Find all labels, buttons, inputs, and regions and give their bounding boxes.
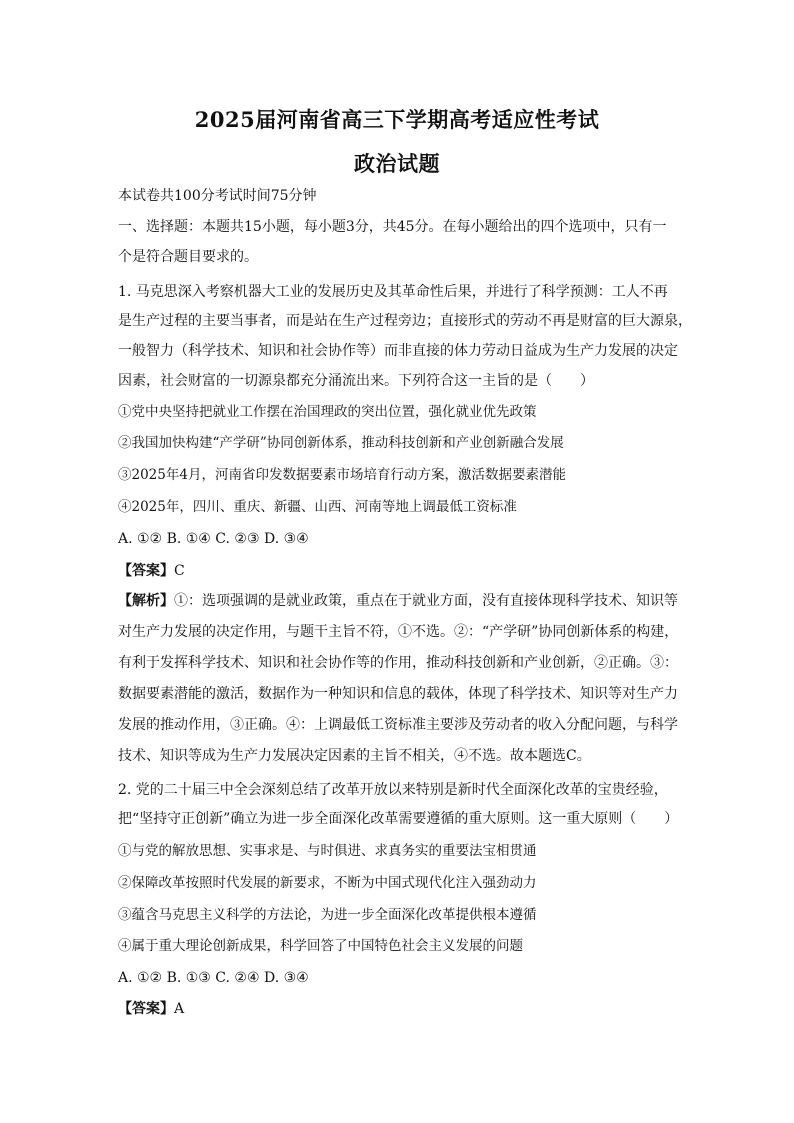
q1-stem-line-3: 一般智力（科学技术、知识和社会协作等）而非直接的体力劳动日益成为生产力发展的决定: [118, 343, 678, 359]
q1-item-4: ④2025年，四川、重庆、新疆、山西、河南等地上调最低工资标准: [118, 499, 517, 515]
q1-analysis-line-3: 有利于发挥科学技术、知识和社会协作等的作用，推动科技创新和产业创新，②正确。③：: [118, 655, 678, 671]
q1-item-1: ①党中央坚持把就业工作摆在治国理政的突出位置，强化就业优先政策: [118, 404, 537, 420]
answer-label: 【答案】: [118, 563, 174, 579]
q1-choices: A. ①② B. ①④ C. ②③ D. ③④: [118, 531, 309, 547]
section-heading-line-2: 个是符合题目要求的。: [118, 249, 258, 265]
q1-analysis-line-1: [118, 591, 688, 611]
answer-value: A: [174, 1001, 185, 1017]
q1-analysis-line-5: 发展的推动作用，③正确。④：上调最低工资标准主要涉及劳动者的收入分配问题，与科学: [118, 717, 678, 733]
q1-stem-line-4: 因素，社会财富的一切源泉都充分涌流出来。下列符合这一主旨的是（ ）: [118, 373, 594, 389]
analysis-text: ①：选项强调的是就业政策，重点在于就业方面，没有直接体现科学技术、知识等: [174, 593, 678, 609]
q1-answer: [118, 561, 688, 581]
q2-answer: [118, 999, 688, 1019]
q2-item-2: ②保障改革按照时代发展的新要求，不断为中国式现代化注入强劲动力: [118, 875, 537, 891]
q2-stem-line-2: 把“坚持守正创新”确立为进一步全面深化改革需要遵循的重大原则。这一重大原则（ ）: [118, 811, 679, 827]
q1-stem-line-2: 是生产过程的主要当事者，而是站在生产过程旁边；直接形式的劳动不再是财富的巨大源泉，: [118, 313, 692, 329]
q2-item-1: ①与党的解放思想、实事求是、与时俱进、求真务实的重要法宝相贯通: [118, 843, 537, 859]
q1-analysis-line-4: 数据要素潜能的激活，数据作为一种知识和信息的载体，体现了科学技术、知识等对生产力: [118, 686, 678, 702]
q2-choices: A. ①② B. ①③ C. ②④ D. ③④: [118, 970, 309, 986]
q2-item-4: ④属于重大理论创新成果，科学回答了中国特色社会主义发展的问题: [118, 938, 523, 954]
exam-subtitle: 政治试题: [354, 151, 440, 176]
analysis-label: 【解析】: [118, 593, 174, 609]
q1-analysis-line-2: 对生产力发展的决定作用，与题干主旨不符，①不选。②：“产学研”协同创新体系的构建，: [118, 624, 679, 640]
answer-value: C: [174, 563, 185, 579]
q1-item-3: ③2025年4月，河南省印发数据要素市场培育行动方案，激活数据要素潜能: [118, 467, 566, 483]
q2-stem-line-1: 2. 党的二十届三中全会深刻总结了改革开放以来特别是新时代全面深化改革的宝贵经验，: [118, 782, 668, 798]
answer-label: 【答案】: [118, 1001, 174, 1017]
exam-intro: 本试卷共100分考试时间75分钟: [118, 188, 317, 204]
q2-item-3: ③蕴含马克思主义科学的方法论，为进一步全面深化改革提供根本遵循: [118, 907, 537, 923]
exam-title: 2025届河南省高三下学期高考适应性考试: [194, 107, 600, 132]
q1-item-2: ②我国加快构建“产学研”协同创新体系，推动科技创新和产业创新融合发展: [118, 435, 564, 451]
q1-analysis-line-6: 技术、知识等成为生产力发展决定因素的主旨不相关，④不选。故本题选C。: [118, 748, 591, 764]
q1-stem-line-1: 1. 马克思深入考察机器大工业的发展历史及其革命性后果，并进行了科学预测：工人不再: [118, 284, 668, 300]
section-heading-line-1: 一、选择题：本题共15小题，每小题3分，共45分。在每小题给出的四个选项中，只有一: [118, 219, 667, 235]
